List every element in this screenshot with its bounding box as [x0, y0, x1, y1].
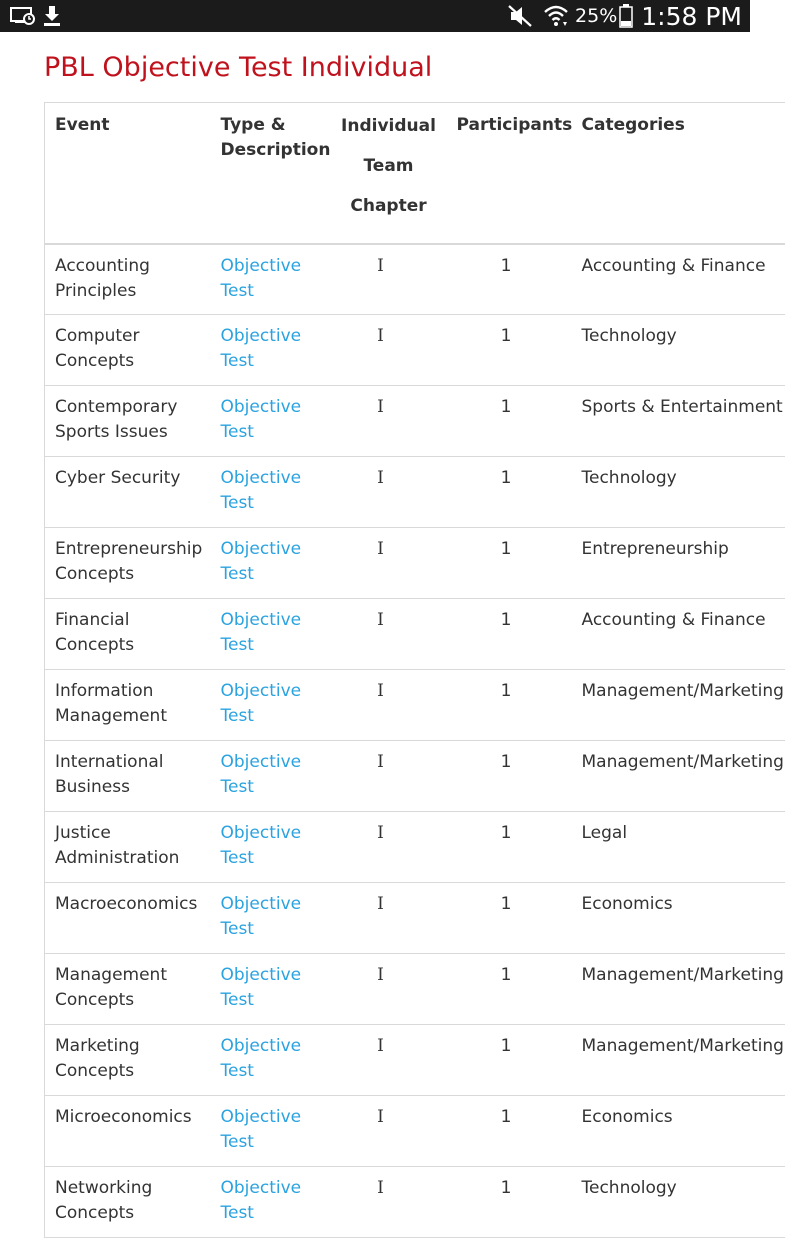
objective-test-link[interactable]: Objective Test: [220, 1036, 302, 1081]
event-name-cell: Information Management: [55, 681, 167, 726]
individual-team-cell: I: [377, 397, 384, 417]
status-bar: [0, 0, 750, 32]
participants-cell: 1: [500, 468, 512, 488]
objective-test-link[interactable]: Objective Test: [220, 894, 302, 939]
objective-test-link[interactable]: Objective Test: [220, 823, 302, 868]
participants-cell: 1: [500, 1107, 512, 1127]
header-individual-team-chapter: [331, 103, 445, 244]
category-cell: Technology: [581, 326, 677, 346]
table-row: [45, 812, 785, 883]
category-cell: Accounting & Finance: [581, 255, 766, 276]
category-cell: Technology: [581, 468, 677, 488]
category-cell: Management/Marketing: [581, 1036, 784, 1056]
table-row: [45, 244, 785, 315]
objective-test-link[interactable]: Objective Test: [220, 1107, 302, 1152]
table-header: [45, 103, 785, 244]
participants-cell: 1: [500, 255, 512, 276]
table-row: [45, 883, 785, 954]
clock: 1:58 PM: [641, 1, 742, 31]
wifi-icon: [543, 3, 569, 29]
individual-team-cell: I: [377, 326, 384, 346]
event-name-cell: Computer Concepts: [55, 326, 140, 371]
individual-team-cell: I: [377, 1107, 384, 1127]
download-icon: [42, 5, 62, 31]
type-cell: [211, 244, 331, 315]
type-cell: [211, 1167, 331, 1238]
event-name-cell: Contemporary Sports Issues: [55, 397, 178, 442]
battery-percent: 25%: [575, 5, 618, 27]
events-table: [44, 102, 785, 1238]
table-row: [45, 954, 785, 1025]
type-cell: [211, 883, 331, 954]
header-individual: Individual: [341, 116, 436, 136]
objective-test-link[interactable]: Objective Test: [220, 681, 302, 726]
objective-test-link[interactable]: Objective Test: [220, 1178, 302, 1223]
type-cell: [211, 386, 331, 457]
objective-test-link[interactable]: Objective Test: [220, 326, 302, 371]
category-cell: Management/Marketing: [581, 965, 784, 985]
category-cell: Technology: [581, 1178, 677, 1198]
participants-cell: 1: [500, 539, 512, 559]
participants-cell: 1: [500, 681, 512, 701]
event-name-cell: International Business: [55, 752, 164, 797]
header-team: Team: [363, 156, 414, 176]
individual-team-cell: I: [377, 823, 384, 843]
participants-cell: 1: [500, 823, 512, 843]
individual-team-cell: I: [377, 255, 384, 276]
header-chapter: Chapter: [350, 196, 427, 216]
event-name-cell: Justice Administration: [55, 823, 180, 868]
category-cell: Economics: [581, 1107, 673, 1127]
individual-team-cell: I: [377, 1036, 384, 1056]
event-name-cell: Marketing Concepts: [55, 1036, 140, 1081]
table-row: [45, 1167, 785, 1238]
individual-team-cell: I: [377, 610, 384, 630]
event-name-cell: Microeconomics: [55, 1107, 192, 1127]
participants-cell: 1: [500, 397, 512, 417]
individual-team-cell: I: [377, 752, 384, 772]
participants-cell: 1: [500, 610, 512, 630]
participants-cell: 1: [500, 1036, 512, 1056]
screen-record-icon: [10, 5, 36, 31]
table-row: [45, 1096, 785, 1167]
participants-cell: 1: [500, 1178, 512, 1198]
type-cell: [211, 812, 331, 883]
type-cell: [211, 1025, 331, 1096]
header-type-description: Type & Description: [211, 103, 331, 244]
individual-team-cell: I: [377, 1178, 384, 1198]
individual-team-cell: I: [377, 539, 384, 559]
events-table-container[interactable]: [44, 102, 784, 1238]
event-name-cell: Networking Concepts: [55, 1178, 153, 1223]
category-cell: Management/Marketing: [581, 681, 784, 701]
category-cell: Management/Marketing: [581, 752, 784, 772]
category-cell: Legal: [581, 823, 628, 843]
header-event: Event: [45, 103, 211, 244]
participants-cell: 1: [500, 894, 512, 914]
table-row: [45, 315, 785, 386]
objective-test-link[interactable]: Objective Test: [220, 965, 302, 1010]
participants-cell: 1: [500, 326, 512, 346]
type-cell: [211, 599, 331, 670]
participants-cell: 1: [500, 965, 512, 985]
event-name-cell: Accounting Principles: [55, 255, 150, 301]
objective-test-link[interactable]: Objective Test: [220, 610, 302, 655]
table-row: [45, 741, 785, 812]
table-header-row: [45, 103, 785, 244]
participants-cell: 1: [500, 752, 512, 772]
header-participants: Participants: [445, 103, 582, 244]
table-row: [45, 1025, 785, 1096]
type-cell: [211, 457, 331, 528]
category-cell: Entrepreneurship: [581, 539, 729, 559]
table-row: [45, 457, 785, 528]
type-cell: [211, 954, 331, 1025]
type-cell: [211, 315, 331, 386]
type-cell: [211, 670, 331, 741]
table-row: [45, 386, 785, 457]
table-row: [45, 599, 785, 670]
battery-icon: [619, 4, 633, 28]
category-cell: Sports & Entertainment: [581, 397, 783, 417]
individual-team-cell: I: [377, 894, 384, 914]
type-cell: [211, 528, 331, 599]
table-row: [45, 670, 785, 741]
event-name-cell: Cyber Security: [55, 468, 181, 488]
individual-team-cell: I: [377, 468, 384, 488]
objective-test-link[interactable]: Objective Test: [220, 255, 302, 301]
table-body: [45, 244, 785, 1238]
individual-team-cell: I: [377, 681, 384, 701]
event-name-cell: Management Concepts: [55, 965, 167, 1010]
header-categories: Categories: [582, 103, 785, 244]
category-cell: Economics: [581, 894, 673, 914]
table-row: [45, 528, 785, 599]
event-name-cell: Macroeconomics: [55, 894, 198, 914]
category-cell: Accounting & Finance: [581, 610, 766, 630]
page-title: PBL Objective Test Individual: [44, 52, 433, 83]
individual-team-cell: I: [377, 965, 384, 985]
objective-test-link[interactable]: Objective Test: [220, 539, 302, 584]
objective-test-link[interactable]: Objective Test: [220, 397, 302, 442]
status-bar-right: [507, 0, 742, 32]
event-name-cell: Entrepreneurship Concepts: [55, 539, 203, 584]
type-cell: [211, 1096, 331, 1167]
event-name-cell: Financial Concepts: [55, 610, 135, 655]
objective-test-link[interactable]: Objective Test: [220, 752, 302, 797]
objective-test-link[interactable]: Objective Test: [220, 468, 302, 513]
type-cell: [211, 741, 331, 812]
mute-icon: [507, 4, 533, 28]
